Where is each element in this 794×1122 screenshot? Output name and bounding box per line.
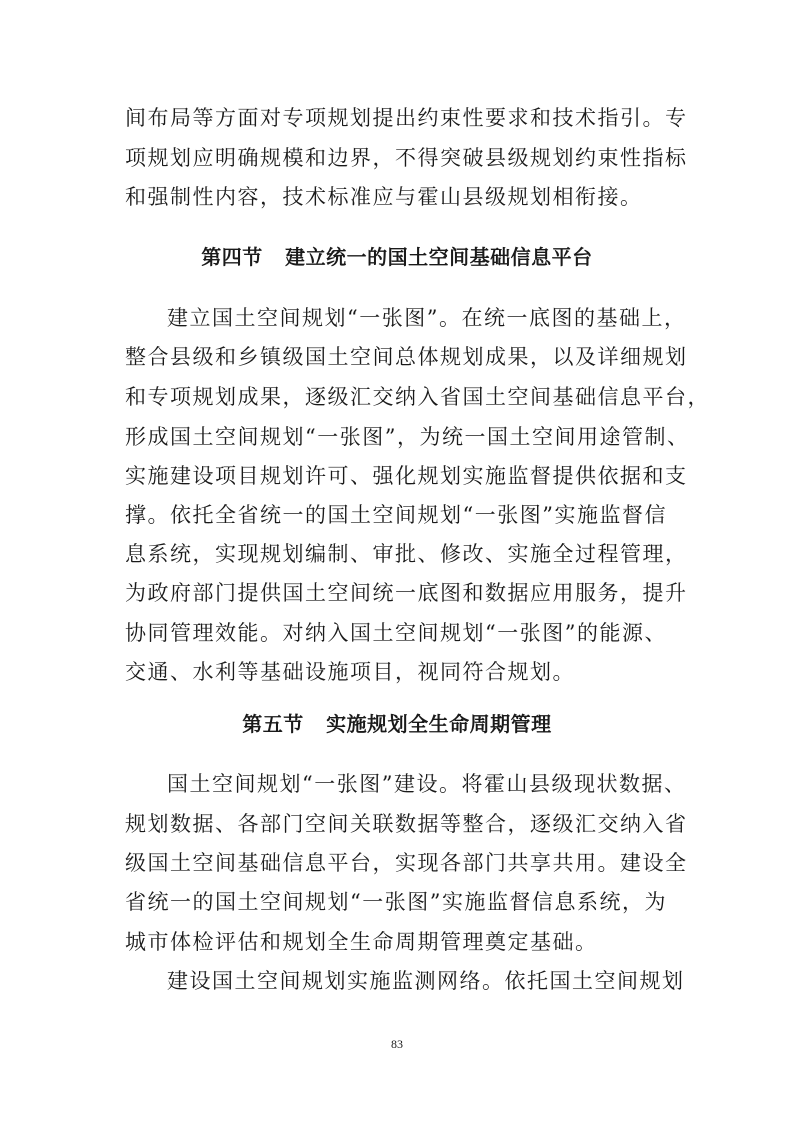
text-line: 和专项规划成果，逐级汇交纳入省国土空间基础信息平台， (125, 385, 710, 409)
text-line: 实施建设项目规划许可、强化规划实施监督提供依据和支 (125, 464, 688, 488)
text-line: 息系统，实现规划编制、审批、修改、实施全过程管理， (125, 542, 688, 566)
text-line: 形成国土空间规划“一张图”，为统一国土空间用途管制、 (125, 425, 690, 449)
text-line: 国土空间规划“一张图”建设。将霍山县级现状数据、 (167, 772, 687, 796)
text-line: 规划数据、各部门空间关联数据等整合，逐级汇交纳入省 (125, 812, 688, 836)
text-line: 建立国土空间规划“一张图”。在统一底图的基础上， (167, 306, 687, 330)
text-line: 建设国土空间规划实施监测网络。依托国土空间规划 (167, 969, 685, 993)
page-number: 83 (391, 1037, 403, 1051)
text-line: 省统一的国土空间规划“一张图”实施监督信息系统，为 (125, 890, 667, 914)
text-line: 城市体检评估和规划全生命周期管理奠定基础。 (125, 930, 598, 954)
text-line: 协同管理效能。对纳入国土空间规划“一张图”的能源、 (125, 621, 667, 645)
text-line: 交通、水利等基础设施项目，视同符合规划。 (125, 660, 575, 684)
text-line: 整合县级和乡镇级国土空间总体规划成果，以及详细规划 (125, 345, 688, 369)
text-line: 间布局等方面对专项规划提出约束性要求和技术指引。专 (125, 106, 688, 130)
section-4-heading: 第四节 建立统一的国土空间基础信息平台 (201, 245, 593, 269)
text-line: 级国土空间基础信息平台，实现各部门共享共用。建设全 (125, 851, 688, 875)
text-line: 为政府部门提供国土空间统一底图和数据应用服务，提升 (125, 581, 688, 605)
text-line: 和强制性内容，技术标准应与霍山县级规划相衔接。 (125, 185, 643, 209)
section-5-heading: 第五节 实施规划全生命周期管理 (242, 712, 552, 736)
text-line: 撑。依托全省统一的国土空间规划“一张图”实施监督信 (125, 503, 667, 527)
text-line: 项规划应明确规模和边界，不得突破县级规划约束性指标 (125, 146, 688, 170)
